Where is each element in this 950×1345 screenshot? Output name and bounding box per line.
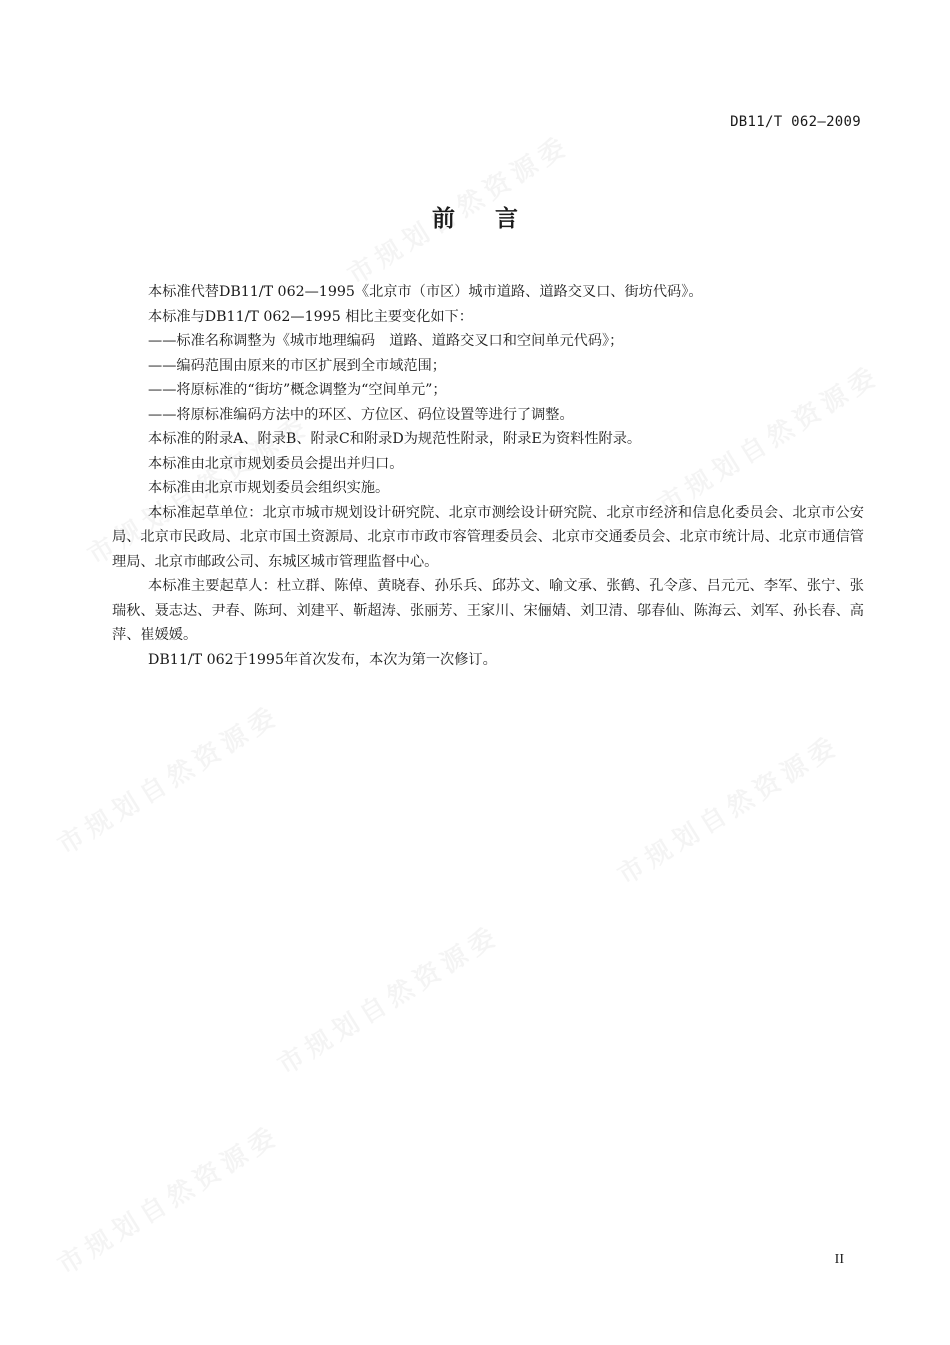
paragraph: 本标准主要起草人：杜立群、陈倬、黄晓春、孙乐兵、邱苏文、喻文承、张鹤、孔令彦、吕元元、李军、张宁、张瑞秋、聂志达、尹春、陈珂、刘建平、靳超涛、张丽芳、王家川、宋俪婧、刘卫清、邬春仙、陈海云、刘军、孙长春、高萍、崔媛媛。 (112, 578, 864, 643)
watermark (50, 695, 287, 862)
watermark (610, 725, 847, 892)
page-number: II (834, 1252, 844, 1267)
paragraph: 本标准与DB11/T 062—1995 相比主要变化如下： (148, 308, 473, 325)
paragraph: ——将原标准的“街坊”概念调整为“空间单元”； (148, 382, 447, 398)
paragraph: ——标准名称调整为《城市地理编码 道路、道路交叉口和空间单元代码》； (148, 333, 624, 349)
watermark (50, 1115, 287, 1282)
paragraph: DB11/T 062于1995年首次发布，本次为第一次修订。 (148, 651, 497, 668)
paragraph: 本标准代替DB11/T 062—1995《北京市（市区）城市道路、道路交叉口、街坊代码》。 (148, 284, 703, 300)
page-title: 前言 (432, 206, 558, 232)
paragraph: ——将原标准编码方法中的环区、方位区、码位设置等进行了调整。 (148, 406, 574, 423)
paragraph: 本标准起草单位：北京市城市规划设计研究院、北京市测绘设计研究院、北京市经济和信息化委员会、北京市公安局、北京市民政局、北京市国土资源局、北京市市政市容管理委员会、北京市交通委员会、北京市统计局、北京市通信管理局、北京市邮政公司、东城区城市管理监督中心。 (112, 504, 864, 570)
watermark (270, 915, 507, 1082)
paragraph: 本标准由北京市规划委员会组织实施。 (148, 480, 390, 496)
paragraph: ——编码范围由原来的市区扩展到全市域范围； (148, 357, 446, 374)
paragraph: 本标准的附录A、附录B、附录C和附录D为规范性附录，附录E为资料性附录。 (148, 431, 642, 447)
paragraph: 本标准由北京市规划委员会提出并归口。 (148, 455, 404, 472)
document-code: DB11/T 062—2009 (730, 114, 861, 130)
foreword-body (112, 280, 864, 672)
